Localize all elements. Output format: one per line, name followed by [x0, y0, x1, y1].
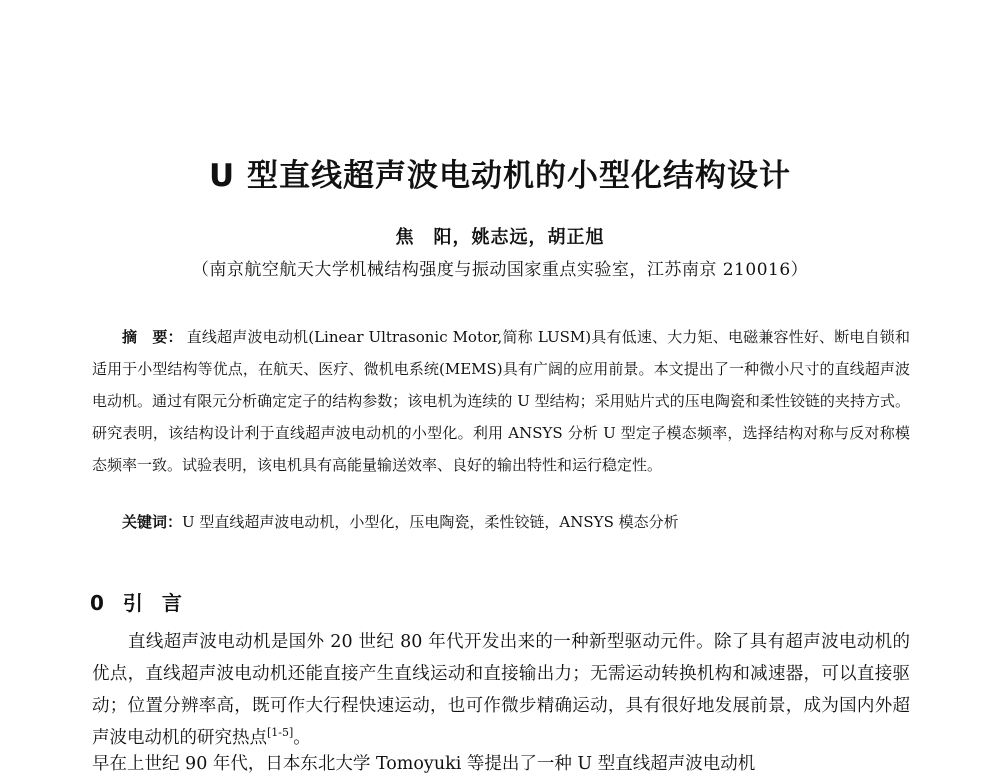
introduction-paragraph	[92, 626, 910, 754]
introduction-paragraph-end: 。	[293, 728, 311, 748]
citation-reference: [1-5]	[267, 726, 294, 740]
abstract-label: 摘 要：	[122, 328, 183, 346]
abstract-text: 直线超声波电动机(Linear Ultrasonic Motor,简称 LUSM)具有低速、大力矩、电磁兼容性好、断电自锁和适用于小型结构等优点，在航天、医疗、微机电系统(MEMS)具有广阔的应用前景。本文提出了一种微小尺寸的直线超声波电动机。通过有限元分析确定定子的结构参数；该电机为连续的 U 型结构；采用贴片式的压电陶瓷和柔性铰链的夹持方式。研究表明，该结构设计利于直线超声波电动机的小型化。利用 ANSYS 分析 U 型定子模态频率，选择结构对称与反对称模态频率一致。试验表明，该电机具有高能量输送效率、良好的输出特性和运行稳定性。	[92, 328, 910, 474]
abstract-block	[92, 321, 910, 481]
paper-title: U 型直线超声波电动机的小型化结构设计	[209, 158, 791, 194]
keywords-text: U 型直线超声波电动机，小型化，压电陶瓷，柔性铰链，ANSYS 模态分析	[182, 513, 679, 531]
keywords-block	[122, 508, 912, 536]
author-affiliation: （南京航空航天大学机械结构强度与振动国家重点实验室，江苏南京 210016）	[191, 260, 809, 280]
introduction-next-line: 早在上世纪 90 年代，日本东北大学 Tomoyuki 等提出了一种 U 型直线超声波电动机	[92, 754, 756, 774]
author-list: 焦 阳，姚志远，胡正旭	[395, 227, 605, 248]
keywords-label: 关键词：	[122, 513, 183, 531]
introduction-text: 直线超声波电动机是国外 20 世纪 80 年代开发出来的一种新型驱动元件。除了具有超声波电动机的优点，直线超声波电动机还能直接产生直线运动和直接输出力；无需运动转换机构和减速器，可以直接驱动；位置分辨率高，既可作大行程快速运动，也可作微步精确运动，具有很好地发展前景，成为国内外超声波电动机的研究热点	[92, 632, 910, 748]
section-heading-introduction: 0 引 言	[90, 591, 188, 615]
